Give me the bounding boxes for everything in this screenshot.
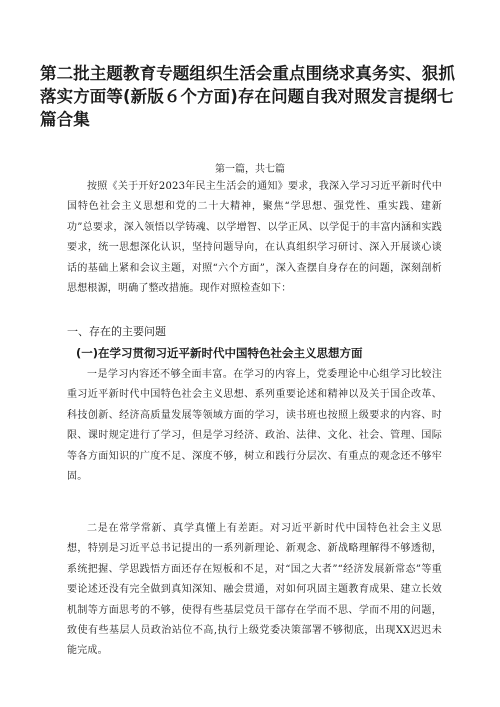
section-heading: 一、存在的主要问题 bbox=[67, 325, 166, 338]
subsection-heading: (一)在学习贯彻习近平新时代中国特色社会主义思想方面 bbox=[76, 346, 363, 360]
document-title: 第二批主题教育专题组织生活会重点围绕求真务实、狠抓落实方面等(新版６个方面)存在问题自我对照发言提纲七篇合集 bbox=[40, 64, 455, 129]
body-paragraph: 一是学习内容还不够全面丰富。在学习的内容上，党委理论中心组学习比较注重习近平新时代中国特色社会主义思想、系列重要论述和精神以及关于国企改革、科技创新、经济高质量发展等领域方面的学习，读书班也按照上级要求的内容、时限、课时规定进行了学习，但是学习经济、政治、法律、文化、社会、管理、国际等各方面知识的广度不足、深度不够，树立和践行分层次、有重点的观念还不够牢固。 bbox=[67, 369, 442, 483]
chapter-label: 第一篇，共七篇 bbox=[215, 164, 285, 175]
body-paragraph: 二是在常学常新、真学真懂上有差距。对习近平新时代中国特色社会主义思想，特别是习近平总书记提出的一系列新理论、新观念、新战略理解得不够透彻，系统把握、学思践悟方面还存在短板和不足，对“国之大者”“经济发展新常态”等重要论述还没有完全做到真知深知、融会贯通，对如何巩固主题教育成果、建立长效机制等方面思考的不够，使得有些基层党员干部存在学而不思、学而不用的问题，致使有些基层人员政治站位不高,执行上级党委决策部署不够彻底，出现XX迟迟未能完成。 bbox=[67, 523, 442, 657]
intro-paragraph: 按照《关于开好2023年民主生活会的通知》要求，我深入学习习近平新时代中国特色社会主义思想和党的二十大精神，聚焦“学思想、强党性、重实践、建新功”总要求，深入领悟以学铸魂、以学增智、以学正风、以学促于的丰富内涵和实践要求，统一思想深化认识，坚持问题导向，在认真组织学习研讨、深入开展谈心谈话的基础上紧和会议主题，对照“六个方面”，深入查摆自身存在的问题，深刻剖析思想根源，明确了整改措施。现作对照检查如下： bbox=[67, 181, 442, 295]
